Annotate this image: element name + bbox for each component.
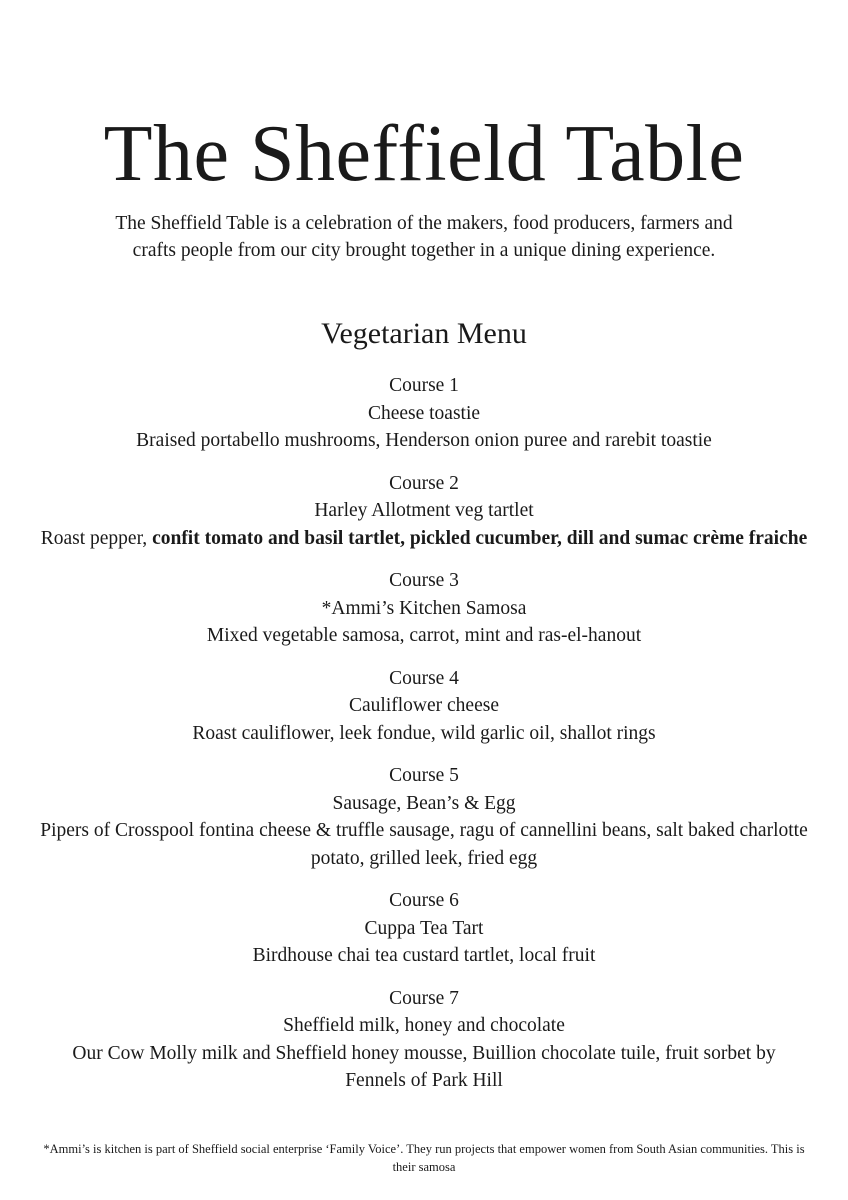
dish-description [40,525,808,553]
dish-name: Sheffield milk, honey and chocolate [283,1015,565,1036]
course-label: Course 1 [389,375,459,396]
course-6 [40,887,808,970]
footnote: *Ammi’s is kitchen is part of Sheffield social enterprise ‘Family Voice’. They run projects that empower women from South Asian communities. This is their samosa [43,1142,805,1174]
course-label: Course 2 [389,472,459,494]
dish-name: Cuppa Tea Tart [364,917,484,939]
course-label: Course 7 [389,987,459,1009]
dish-description-bold: confit tomato and basil tartlet, pickled cucumber, dill and sumac crème fraiche [152,527,808,549]
course-3 [40,567,808,650]
dish-name: Sausage, Bean’s & Egg [332,792,516,814]
course-label: Course 5 [389,765,459,786]
dish-name: Cauliflower cheese [349,695,499,716]
course-1 [40,372,808,455]
course-4 [40,665,808,748]
course-label: Course 6 [389,890,459,911]
dish-description: Pipers of Crosspool fontina cheese & truffle sausage, ragu of cannellini beans, salt baked charlotte potato, grilled leek, fried egg [40,820,808,869]
page-title: The Sheffield Table [103,110,745,198]
course-7 [40,985,808,1095]
dish-description: Our Cow Molly milk and Sheffield honey mousse, Buillion chocolate tuile, fruit sorbet by Fennels of Park Hill [72,1042,776,1091]
dish-description: Roast cauliflower, leek fondue, wild garlic oil, shallot rings [192,722,656,744]
course-2 [40,470,808,553]
dish-name: *Ammi’s Kitchen Samosa [321,597,527,619]
dish-name: Cheese toastie [367,402,481,424]
dish-name: Harley Allotment veg tartlet [314,500,534,521]
dish-description: Braised portabello mushrooms, Henderson onion puree and rarebit toastie [136,430,712,451]
course-list [40,372,808,1110]
dish-description: Mixed vegetable samosa, carrot, mint and ras-el-hanout [206,625,642,646]
menu-heading: Vegetarian Menu [321,317,527,350]
course-5 [40,762,808,872]
dish-description: Birdhouse chai tea custard tartlet, local fruit [252,945,596,966]
course-label: Course 4 [389,667,459,689]
intro-text: The Sheffield Table is a celebration of the makers, food producers, farmers and crafts people from our city brought together in a unique dining experience. [115,213,733,261]
course-label: Course 3 [389,570,459,591]
dish-description-plain: Roast pepper, [40,527,153,549]
